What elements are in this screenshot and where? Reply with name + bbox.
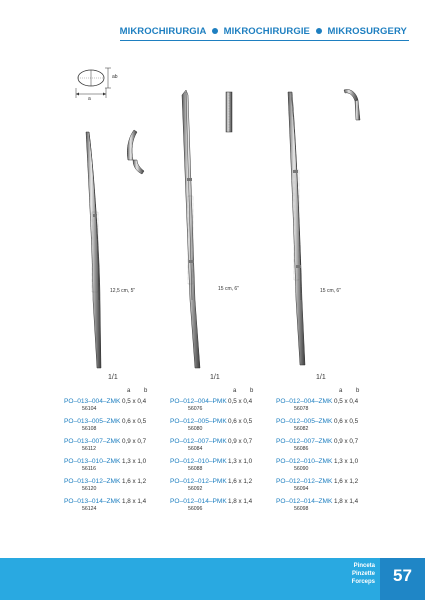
forceps-2-length: 15 cm, 6"	[218, 286, 239, 292]
product-code: PO–012–014–ZMK	[276, 498, 333, 505]
tip-size: 0,9 x 0,7	[228, 438, 253, 445]
tip-size: 0,5 x 0,4	[228, 398, 253, 405]
catalog-row	[64, 498, 184, 516]
product-code: PO–012–012–ZMK	[276, 478, 333, 485]
header-a: a	[127, 388, 131, 394]
catalog-row	[276, 418, 396, 436]
tip-size: 0,5 x 0,4	[122, 398, 147, 405]
catalog-number: 56096	[188, 506, 203, 512]
catalog-number: 56120	[82, 486, 97, 492]
catalog-number: 56124	[82, 506, 97, 512]
header-a: a	[233, 388, 237, 394]
tip-size: 0,9 x 0,7	[334, 438, 359, 445]
catalog-number: 56086	[294, 446, 309, 452]
tip-size: 1,6 x 1,2	[122, 478, 147, 485]
tip-size: 1,8 x 1,4	[334, 498, 359, 505]
header-b: b	[250, 388, 254, 394]
product-code: PO–012–007–ZMK	[276, 438, 333, 445]
catalog-row	[64, 438, 184, 456]
catalog-number: 56084	[188, 446, 203, 452]
catalog-number: 56098	[294, 506, 309, 512]
product-code: PO–012–010–ZMK	[276, 458, 333, 465]
catalog-number: 56116	[82, 466, 97, 472]
forceps-3-scale: 1/1	[316, 374, 326, 381]
product-code: PO–012–005–PMK	[170, 418, 227, 425]
product-code: PO–013–007–ZMK	[64, 438, 121, 445]
page-number: 57	[393, 566, 412, 585]
catalog-number: 56094	[294, 486, 309, 492]
tip-size: 0,6 x 0,5	[228, 418, 253, 425]
tip-size: 1,3 x 1,0	[228, 458, 253, 465]
tip-size: 1,6 x 1,2	[228, 478, 253, 485]
tip-size: 0,6 x 0,5	[334, 418, 359, 425]
forceps-2-illustration	[182, 90, 232, 368]
header-b: b	[356, 388, 360, 394]
catalog-row	[64, 418, 184, 436]
tip-size: 1,6 x 1,2	[334, 478, 359, 485]
forceps-3-length: 15 cm, 6"	[320, 288, 341, 294]
product-code: PO–012–005–ZMK	[276, 418, 333, 425]
catalog-row	[170, 458, 290, 476]
forceps-1-illustration	[86, 130, 144, 368]
catalog-number: 56090	[294, 466, 309, 472]
catalog-row	[276, 478, 396, 496]
catalog-row	[276, 498, 396, 516]
catalog-number: 56080	[188, 426, 203, 432]
product-code: PO–013–014–ZMK	[64, 498, 121, 505]
catalog-number: 56088	[188, 466, 203, 472]
header-title-de: MIKROCHIRURGIE	[223, 26, 310, 37]
product-code: PO–012–007–PMK	[170, 438, 227, 445]
footer-label-de: Pinzette	[351, 571, 375, 577]
forceps-1-scale: 1/1	[108, 374, 118, 381]
catalog-number: 56082	[294, 426, 309, 432]
catalog-number: 56108	[82, 426, 97, 432]
product-code: PO–012–010–PMK	[170, 458, 227, 465]
footer-label-pl: Pinceta	[353, 563, 375, 569]
catalog-number: 56104	[82, 406, 97, 412]
tip-size: 1,8 x 1,4	[122, 498, 147, 505]
catalog-number: 56112	[82, 446, 97, 452]
catalog-row	[276, 398, 396, 416]
catalog-row	[170, 498, 290, 516]
catalog-number: 56092	[188, 486, 203, 492]
product-code: PO–013–012–ZMK	[64, 478, 121, 485]
product-code: PO–012–004–PMK	[170, 398, 227, 405]
footer-label-en: Forceps	[351, 579, 375, 585]
forceps-2-scale: 1/1	[210, 374, 220, 381]
footer-product-labels	[352, 562, 375, 586]
catalog-row	[170, 398, 290, 416]
tip-size: 0,9 x 0,7	[122, 438, 147, 445]
product-code: PO–012–012–PMK	[170, 478, 227, 485]
catalog-row	[64, 458, 184, 476]
forceps-1-length: 12,5 cm, 5"	[110, 288, 136, 294]
catalog-number: 56078	[294, 406, 309, 412]
product-code: PO–012–014–PMK	[170, 498, 227, 505]
dim-b-label: ab	[112, 74, 118, 80]
catalog-row	[170, 438, 290, 456]
forceps-3-illustration	[288, 89, 360, 365]
catalog-row	[170, 478, 290, 496]
header-a: a	[339, 388, 343, 394]
product-code: PO–013–004–ZMK	[64, 398, 121, 405]
tip-size: 1,8 x 1,4	[228, 498, 253, 505]
header-title-pl: MIKROCHIRURGIA	[119, 26, 207, 37]
tip-size: 0,5 x 0,4	[334, 398, 359, 405]
product-code: PO–012–004–ZMK	[276, 398, 333, 405]
catalog-row	[276, 438, 396, 456]
header-b: b	[144, 388, 148, 394]
catalog-row	[64, 478, 184, 496]
dim-a-label: a	[88, 96, 91, 102]
tip-size: 1,3 x 1,0	[122, 458, 147, 465]
tip-size: 1,3 x 1,0	[334, 458, 359, 465]
catalog-number: 56076	[188, 406, 203, 412]
tip-size: 0,6 x 0,5	[122, 418, 147, 425]
catalog-row	[170, 418, 290, 436]
tip-dimension-diagram	[76, 68, 111, 98]
catalog-row	[64, 398, 184, 416]
product-code: PO–013–005–ZMK	[64, 418, 121, 425]
product-code: PO–013–010–ZMK	[64, 458, 121, 465]
header-title-en: MIKROSURGERY	[327, 26, 407, 37]
catalog-row	[276, 458, 396, 476]
